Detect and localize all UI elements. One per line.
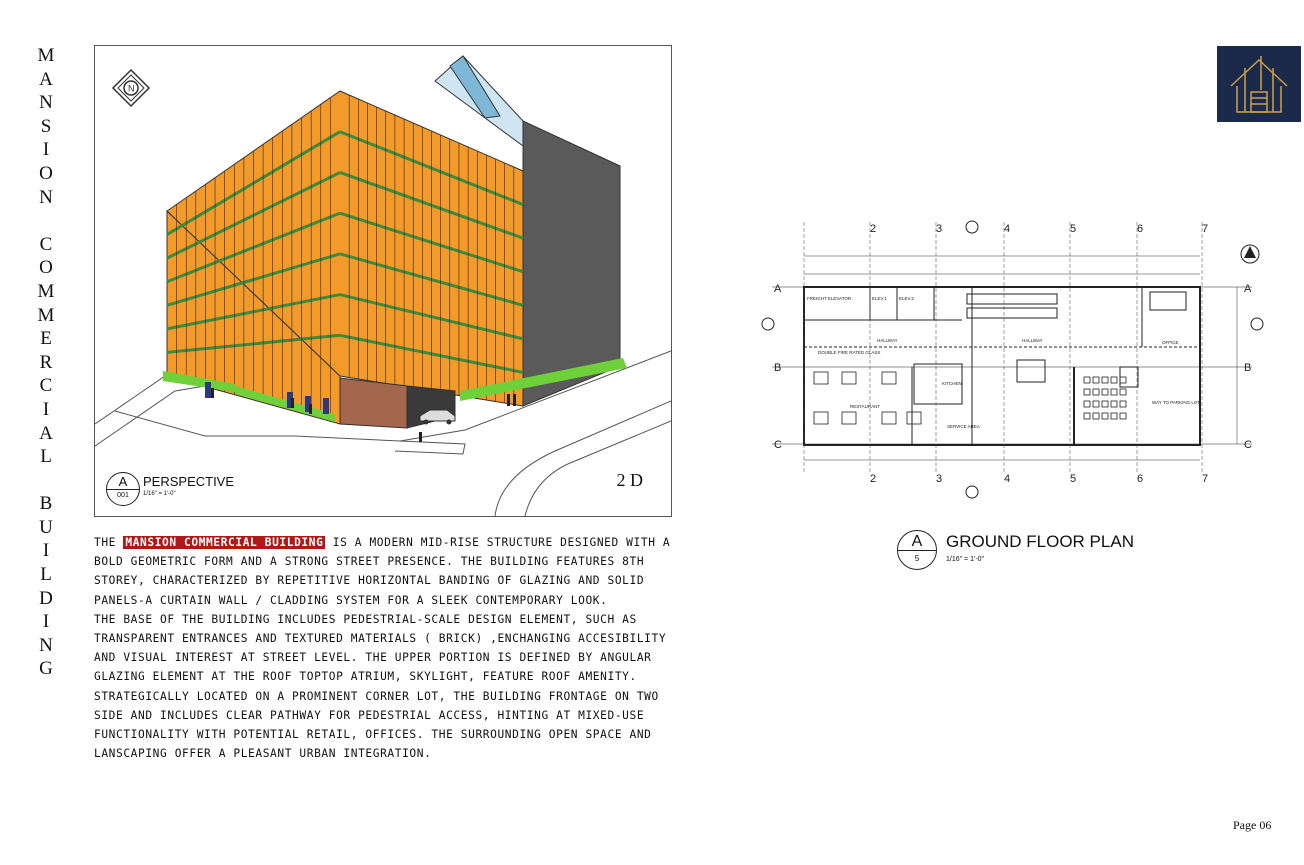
label-office: OFFICE bbox=[1162, 340, 1179, 345]
vertical-title-letter: A bbox=[39, 68, 53, 90]
vertical-title-letter: U bbox=[39, 516, 53, 538]
section-marker-number: 001 bbox=[117, 492, 129, 499]
plan-north-icon bbox=[1241, 245, 1259, 263]
page-number: Page 06 bbox=[1233, 818, 1272, 832]
vertical-title-letter: I bbox=[42, 398, 50, 420]
vertical-title-letter: C bbox=[39, 233, 53, 255]
vertical-title-letter bbox=[30, 469, 62, 493]
section-mark-icons bbox=[762, 221, 1263, 498]
label-restaurant: RESTAURANT bbox=[850, 404, 881, 409]
vertical-title-letter: N bbox=[39, 92, 53, 114]
label-parking: WAY TO PARKING LOT bbox=[1152, 400, 1201, 405]
grid-col-4: 4 bbox=[1004, 223, 1011, 235]
grid-row-b: B bbox=[774, 362, 782, 374]
grid-col-7: 7 bbox=[1202, 223, 1209, 235]
description-text-1: IS A MODERN MID-RISE STRUCTURE DESIGNED WITH A BOLD GEOMETRIC FORM AND A STRONG STREET PRESENCE. THE BUILDING FEATURES 8TH STOREY, CHARACTERIZED BY REPETITIVE HORIZONTAL BANDING OF GLAZING AND SOLID PANELS-A CURTAIN WALL / CLADDING SYSTEM FOR A SLEEK CONTEMPORARY LOOK. bbox=[94, 536, 671, 607]
plan-marker-number: 5 bbox=[914, 554, 920, 563]
perspective-title: PERSPECTIVE bbox=[143, 474, 235, 489]
grid-col-7-bottom: 7 bbox=[1202, 473, 1209, 485]
description-paragraph-3: STRATEGICALLY LOCATED ON A PROMINENT CORNER LOT, THE BUILDING FRONTAGE ON TWO SIDE AND INCLUDES CLEAR PATHWAY FOR PEDESTRIAL ACCESS, HINTING AT MIXED-USE FUNCTIONALITY WITH POTENTIAL RETAIL, OFFICES. THE SURROUNDING OPEN SPACE AND LANSCAPING OFFER A PLEASANT URBAN INTEGRATION. bbox=[94, 689, 659, 761]
perspective-scale: 1/16" = 1'-0" bbox=[143, 491, 176, 497]
north-arrow-icon bbox=[113, 70, 149, 106]
grid-row-a: A bbox=[774, 283, 782, 295]
vertical-title-letter: O bbox=[39, 257, 53, 279]
vertical-title-letter: I bbox=[42, 540, 50, 562]
label-double-fire-glass: DOUBLE FIRE RATED GLASS bbox=[818, 350, 881, 355]
plan-outer-wall bbox=[804, 287, 1200, 445]
grid-col-4-bottom: 4 bbox=[1004, 473, 1011, 485]
building-logo-icon bbox=[1217, 46, 1301, 122]
grid-row-a-right: A bbox=[1244, 283, 1252, 295]
label-freight-elevator: FREIGHT ELEVATOR bbox=[807, 296, 852, 301]
grid-col-5: 5 bbox=[1070, 223, 1077, 235]
vertical-title-letter: I bbox=[42, 139, 50, 161]
description-paragraph-2: THE BASE OF THE BUILDING INCLUDES PEDESTRIAL-SCALE DESIGN ELEMENT, SUCH AS TRANSPARENT ENTRANCES AND TEXTURED MATERIALS ( BRICK) ,ENCHANGING ACCESIBILITY AND VISUAL INTEREST AT STREET LEVEL. THE UPPER PORTION IS DEFINED BY ANGULAR GLAZING ELEMENT AT THE ROOF TOPTOP ATRIUM, SKYLIGHT, FEATURE ROOF AMENITY. bbox=[94, 612, 667, 684]
ground-floor-plan bbox=[732, 212, 1272, 512]
grid-col-6-bottom: 6 bbox=[1137, 473, 1144, 485]
vertical-title-letter: R bbox=[39, 351, 53, 373]
label-service-area: SERVICE AREA bbox=[947, 424, 980, 429]
grid-col-5-bottom: 5 bbox=[1070, 473, 1077, 485]
vertical-title-letter: L bbox=[40, 446, 52, 468]
vertical-title-letter: C bbox=[39, 375, 53, 397]
building-description bbox=[94, 533, 684, 763]
vertical-title-letter: I bbox=[42, 611, 50, 633]
vertical-title bbox=[30, 44, 62, 681]
grid-col-2-bottom: 2 bbox=[870, 473, 877, 485]
grid-col-3-bottom: 3 bbox=[936, 473, 943, 485]
label-elev-1: ELEV.1 bbox=[872, 296, 887, 301]
description-paragraph-1 bbox=[94, 533, 684, 610]
grid-row-c-right: C bbox=[1244, 439, 1252, 451]
vertical-title-letter: M bbox=[37, 304, 55, 326]
section-marker-letter: A bbox=[118, 474, 128, 489]
vertical-title-letter: D bbox=[39, 587, 53, 609]
floor-plan-scale: 1/16" = 1'-0" bbox=[946, 556, 985, 563]
label-hallway-2: HALLWAY bbox=[1022, 338, 1043, 343]
grid-col-6: 6 bbox=[1137, 223, 1144, 235]
plan-section-marker bbox=[897, 530, 937, 570]
description-lead: THE bbox=[94, 536, 117, 549]
grid-row-c: C bbox=[774, 439, 782, 451]
svg-text:N: N bbox=[128, 83, 135, 94]
vertical-title-letter: O bbox=[39, 162, 53, 184]
perspective-drawing bbox=[95, 46, 671, 516]
label-kitchen: KITCHEN bbox=[942, 381, 962, 386]
plan-room-labels bbox=[807, 296, 1200, 429]
section-marker bbox=[106, 472, 140, 506]
vertical-title-letter: M bbox=[37, 280, 55, 302]
vertical-title-letter: S bbox=[40, 115, 52, 137]
plan-marker-letter: A bbox=[911, 533, 923, 550]
grid-row-b-right: B bbox=[1244, 362, 1252, 374]
vertical-title-letter: B bbox=[39, 493, 53, 515]
vertical-title-letter: N bbox=[39, 186, 53, 208]
grid-col-3: 3 bbox=[936, 223, 943, 235]
company-logo bbox=[1217, 46, 1301, 122]
floor-plan-drawing bbox=[732, 212, 1272, 512]
vertical-title-letter: M bbox=[37, 45, 55, 66]
floor-plan-title: GROUND FLOOR PLAN bbox=[946, 532, 1134, 551]
vertical-title-letter: A bbox=[39, 422, 53, 444]
vertical-title-letter bbox=[30, 209, 62, 233]
perspective-panel bbox=[94, 45, 672, 517]
grid-col-2: 2 bbox=[870, 223, 877, 235]
view-label: 2 D bbox=[616, 470, 643, 490]
label-elev-2: ELEV.2 bbox=[899, 296, 914, 301]
vertical-title-letter: N bbox=[39, 634, 53, 656]
vertical-title-letter: G bbox=[39, 658, 53, 680]
vertical-title-letter: E bbox=[40, 328, 52, 350]
brick-base bbox=[340, 378, 407, 428]
label-hallway-1: HALLWAY bbox=[877, 338, 898, 343]
building-name-highlight: MANSION COMMERCIAL BUILDING bbox=[125, 536, 324, 549]
vertical-title-letter: L bbox=[40, 564, 52, 586]
